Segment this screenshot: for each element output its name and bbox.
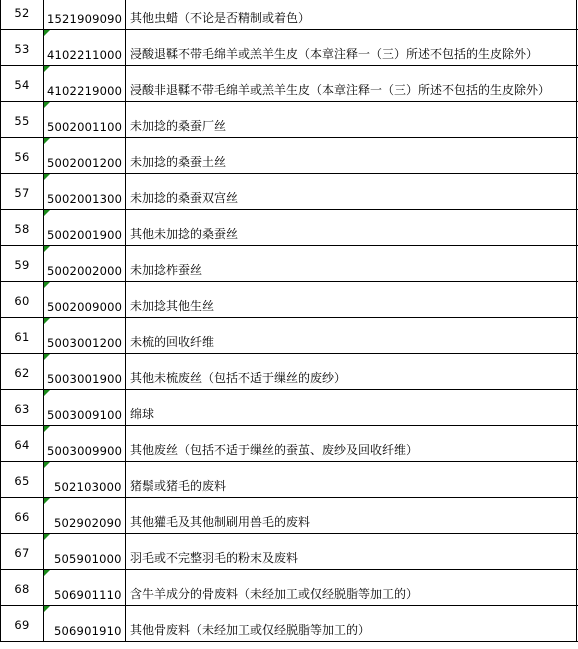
- hs-code: 4102219000: [47, 84, 123, 98]
- hs-code-cell[interactable]: [44, 354, 126, 389]
- hs-code: 5002001200: [47, 156, 123, 170]
- goods-description: 含牛羊成分的骨废料（未经加工或仅经脱脂等加工的）: [130, 587, 419, 601]
- description-cell[interactable]: [126, 354, 577, 389]
- hs-code: 4102211000: [47, 48, 123, 62]
- description-cell[interactable]: [126, 534, 577, 569]
- row-number-cell[interactable]: [0, 426, 44, 461]
- hs-code-cell[interactable]: [44, 390, 126, 425]
- row-number: 54: [14, 78, 30, 92]
- row-number-cell[interactable]: [0, 30, 44, 65]
- row-number: 65: [14, 474, 30, 488]
- row-number-cell[interactable]: [0, 246, 44, 281]
- hs-code: 506901910: [54, 624, 122, 638]
- goods-description: 绵球: [130, 407, 155, 421]
- goods-description: 未加捻的桑蚕土丝: [130, 155, 227, 169]
- table-row: [0, 138, 578, 174]
- text-number-flag-icon: [44, 390, 50, 396]
- hs-code-cell[interactable]: [44, 462, 126, 497]
- table-row: [0, 102, 578, 138]
- description-cell[interactable]: [126, 174, 577, 209]
- row-number: 66: [14, 510, 30, 524]
- row-number-cell[interactable]: [0, 498, 44, 533]
- row-number: 62: [14, 366, 30, 380]
- hs-code-cell[interactable]: [44, 498, 126, 533]
- text-number-flag-icon: [44, 462, 50, 468]
- description-cell[interactable]: [126, 462, 577, 497]
- hs-code: 5002001900: [47, 228, 123, 242]
- hs-code-cell[interactable]: [44, 426, 126, 461]
- row-number-cell[interactable]: [0, 282, 44, 317]
- table-row: [0, 0, 578, 30]
- goods-description: 其他骨废料（未经加工或仅经脱脂等加工的）: [130, 623, 371, 637]
- hs-code: 5003009900: [47, 444, 123, 458]
- row-number: 57: [14, 186, 30, 200]
- goods-description: 浸酸非退鞣不带毛绵羊或羔羊生皮（本章注释一（三）所述不包括的生皮除外）: [130, 83, 551, 97]
- row-number: 69: [14, 618, 30, 632]
- table-row: [0, 498, 578, 534]
- hs-code: 505901000: [54, 552, 122, 566]
- table-row: [0, 354, 578, 390]
- description-cell[interactable]: [126, 0, 577, 29]
- text-number-flag-icon: [44, 498, 50, 504]
- hs-code-cell[interactable]: [44, 102, 126, 137]
- row-number-cell[interactable]: [0, 534, 44, 569]
- goods-description: 未加捻的桑蚕双宫丝: [130, 191, 239, 205]
- goods-description: 其他獾毛及其他制刷用兽毛的废料: [130, 515, 311, 529]
- text-number-flag-icon: [44, 210, 50, 216]
- row-number: 56: [14, 150, 30, 164]
- row-number-cell[interactable]: [0, 354, 44, 389]
- row-number: 52: [14, 6, 30, 20]
- text-number-flag-icon: [44, 30, 50, 36]
- hs-code-cell[interactable]: [44, 534, 126, 569]
- hs-code-cell[interactable]: [44, 282, 126, 317]
- hs-code-cell[interactable]: [44, 606, 126, 641]
- hs-code: 5003001900: [47, 372, 123, 386]
- goods-description: 未加捻其他生丝: [130, 299, 215, 313]
- text-number-flag-icon: [44, 138, 50, 144]
- table-row: [0, 246, 578, 282]
- table-row: [0, 66, 578, 102]
- goods-description: 羽毛或不完整羽毛的粉末及废料: [130, 551, 299, 565]
- description-cell[interactable]: [126, 246, 577, 281]
- table-row: [0, 210, 578, 246]
- goods-description: 未梳的回收纤维: [130, 335, 215, 349]
- hs-code: 5003001200: [47, 336, 123, 350]
- description-cell[interactable]: [126, 282, 577, 317]
- row-number-cell[interactable]: [0, 606, 44, 641]
- table-row: [0, 606, 578, 642]
- row-number: 63: [14, 402, 30, 416]
- row-number-cell[interactable]: [0, 102, 44, 137]
- row-number: 68: [14, 582, 30, 596]
- text-number-flag-icon: [44, 426, 50, 432]
- text-number-flag-icon: [44, 102, 50, 108]
- hs-code: 5002001100: [47, 120, 123, 134]
- description-cell[interactable]: [126, 66, 577, 101]
- hs-code: 5003009100: [47, 408, 123, 422]
- goods-description: 浸酸退鞣不带毛绵羊或羔羊生皮（本章注释一（三）所述不包括的生皮除外）: [130, 47, 539, 61]
- row-number-cell[interactable]: [0, 138, 44, 173]
- text-number-flag-icon: [44, 354, 50, 360]
- text-number-flag-icon: [44, 66, 50, 72]
- goods-description: 其他废丝（包括不适于缫丝的蚕茧、废纱及回收纤维）: [130, 443, 419, 457]
- hs-code: 5002001300: [47, 192, 123, 206]
- goods-description: 其他未梳废丝（包括不适于缫丝的废纱）: [130, 371, 347, 385]
- row-number: 60: [14, 294, 30, 308]
- hs-code: 5002002000: [47, 264, 123, 278]
- row-number-cell[interactable]: [0, 390, 44, 425]
- hs-code-cell[interactable]: [44, 174, 126, 209]
- table-row: [0, 174, 578, 210]
- hs-code-cell[interactable]: [44, 138, 126, 173]
- row-number-cell[interactable]: [0, 174, 44, 209]
- row-number-cell[interactable]: [0, 462, 44, 497]
- hs-code: 502902090: [54, 516, 122, 530]
- hs-code: 1521909090: [47, 12, 123, 26]
- description-cell[interactable]: [126, 498, 577, 533]
- text-number-flag-icon: [44, 318, 50, 324]
- text-number-flag-icon: [44, 570, 50, 576]
- table-row: [0, 318, 578, 354]
- row-number: 59: [14, 258, 30, 272]
- row-number-cell[interactable]: [0, 318, 44, 353]
- row-number: 55: [14, 114, 30, 128]
- row-number: 53: [14, 42, 30, 56]
- table-row: [0, 282, 578, 318]
- description-cell[interactable]: [126, 138, 577, 173]
- hs-code: 5002009000: [47, 300, 123, 314]
- description-cell[interactable]: [126, 210, 577, 245]
- hs-code-cell[interactable]: [44, 0, 126, 29]
- text-number-flag-icon: [44, 246, 50, 252]
- row-number-cell[interactable]: [0, 570, 44, 605]
- goods-description: 未加捻的桑蚕厂丝: [130, 119, 227, 133]
- description-cell[interactable]: [126, 390, 577, 425]
- hs-code-cell[interactable]: [44, 570, 126, 605]
- goods-description: 未加捻柞蚕丝: [130, 263, 203, 277]
- table-row: [0, 390, 578, 426]
- description-cell[interactable]: [126, 30, 577, 65]
- hs-code-cell[interactable]: [44, 318, 126, 353]
- table-row: [0, 426, 578, 462]
- text-number-flag-icon: [44, 534, 50, 540]
- goods-description: 其他虫蜡（不论是否精制或着色）: [130, 11, 311, 25]
- description-cell[interactable]: [126, 570, 577, 605]
- text-number-flag-icon: [44, 282, 50, 288]
- hs-code: 506901110: [54, 588, 122, 602]
- text-number-flag-icon: [44, 606, 50, 612]
- table-row: [0, 30, 578, 66]
- hs-code-cell[interactable]: [44, 30, 126, 65]
- row-number: 61: [14, 330, 30, 344]
- goods-description: 其他未加捻的桑蚕丝: [130, 227, 239, 241]
- description-cell[interactable]: [126, 606, 577, 641]
- hs-code-cell[interactable]: [44, 66, 126, 101]
- goods-description: 猪鬃或猪毛的废料: [130, 479, 227, 493]
- row-number: 64: [14, 438, 30, 452]
- row-number-cell[interactable]: [0, 0, 44, 29]
- row-number-cell[interactable]: [0, 66, 44, 101]
- table-row: [0, 534, 578, 570]
- hs-code: 502103000: [54, 480, 122, 494]
- description-cell[interactable]: [126, 426, 577, 461]
- description-cell[interactable]: [126, 318, 577, 353]
- row-number: 58: [14, 222, 30, 236]
- table-row: [0, 462, 578, 498]
- row-number: 67: [14, 546, 30, 560]
- description-cell[interactable]: [126, 102, 577, 137]
- row-number-cell[interactable]: [0, 210, 44, 245]
- hs-code-cell[interactable]: [44, 246, 126, 281]
- text-number-flag-icon: [44, 174, 50, 180]
- table-row: [0, 570, 578, 606]
- hs-code-cell[interactable]: [44, 210, 126, 245]
